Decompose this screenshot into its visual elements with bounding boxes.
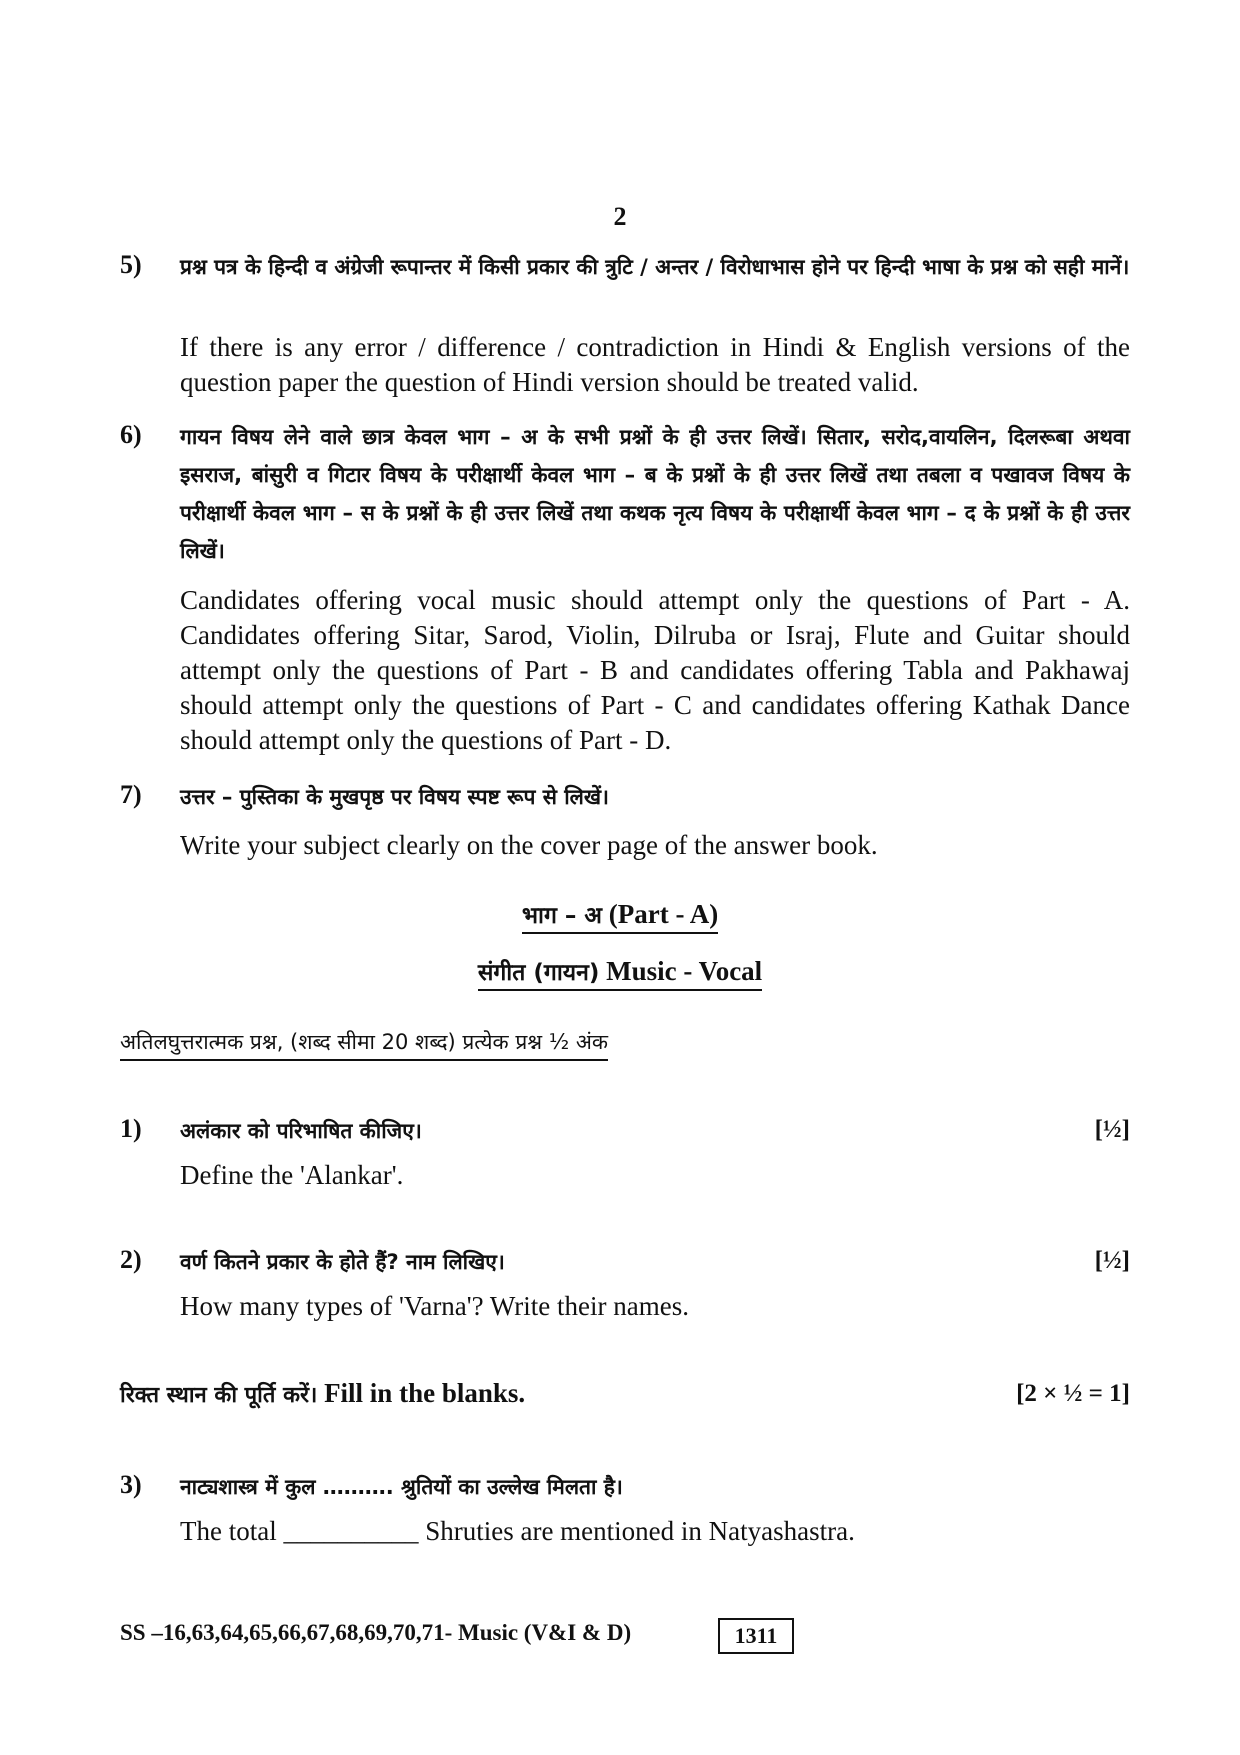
instruction-english: Write your subject clearly on the cover page of the answer book.	[180, 830, 878, 860]
instruction-number: 7)	[120, 780, 142, 809]
question-marks: [½]	[1094, 1247, 1130, 1274]
fill-blanks-hindi: रिक्त स्थान की पूर्ति करें।	[120, 1383, 318, 1408]
part-heading-hindi: भाग – अ	[521, 903, 602, 929]
instruction-english: If there is any error / difference / contradiction in Hindi & English versions of the question paper the question of Hindi version should be treated valid.	[180, 332, 1130, 397]
question-english: The total __________ Shruties are mentioned in Natyashastra.	[180, 1516, 855, 1546]
question-marks: [½]	[1094, 1116, 1130, 1143]
instruction-hindi: उत्तर – पुस्तिका के मुखपृष्ठ पर विषय स्पष्ट रूप से लिखें।	[180, 785, 610, 809]
footer-box-number: 1311	[718, 1618, 794, 1654]
section-note: अतिलघुत्तरात्मक प्रश्न, (शब्द सीमा 20 शब्द) प्रत्येक प्रश्न ½ अंक	[120, 1028, 608, 1061]
instruction-number: 5)	[120, 250, 142, 279]
part-heading-text	[522, 898, 718, 934]
question-english: How many types of 'Varna'? Write their names.	[180, 1291, 689, 1321]
footer-code: SS –16,63,64,65,66,67,68,69,70,71- Music (V&I & D)	[120, 1620, 632, 1645]
instruction-english: Candidates offering vocal music should attempt only the questions of Part - A. Candidates offering Sitar, Sarod, Violin, Dilruba or Israj, Flute and Guitar should attempt only the questions of Part - B and candidates offering Tabla and Pakhawaj should attempt only the questions of Part - C and candidates offering Kathak Dance should attempt only the questions of Part - D.	[180, 585, 1130, 755]
instruction-number: 6)	[120, 420, 142, 449]
instruction-hindi: प्रश्न पत्र के हिन्दी व अंग्रेजी रूपान्तर में किसी प्रकार की त्रुटि / अन्तर / विरोधाभास होने पर हिन्दी भाषा के प्रश्न को सही मानें।	[180, 255, 1130, 279]
question-number: 3)	[120, 1470, 142, 1499]
fill-blanks-english: Fill in the blanks.	[324, 1378, 526, 1408]
question-hindi: नाट्यशास्त्र में कुल ………. श्रुतियों का उल्लेख मिलता है।	[180, 1475, 623, 1499]
question-number: 2)	[120, 1245, 142, 1274]
question-english: Define the 'Alankar'.	[180, 1160, 404, 1190]
fill-blanks-heading	[120, 1378, 1130, 1409]
part-heading	[0, 898, 1240, 934]
subject-heading-hindi: संगीत (गायन)	[477, 960, 600, 986]
page-number: 2	[613, 202, 627, 231]
instruction-hindi: गायन विषय लेने वाले छात्र केवल भाग – अ के सभी प्रश्नों के ही उत्तर लिखें। सितार, सरोद,वायलिन, दिलरूबा अथवा इसराज, बांसुरी व गिटार विषय के परीक्षार्थी केवल भाग – ब के प्रश्नों के ही उत्तर लिखें तथा तबला व पखावज विषय के परीक्षार्थी केवल भाग – स के प्रश्नों के ही उत्तर लिखें तथा कथक नृत्य विषय के परीक्षार्थी केवल भाग – द के प्रश्नों के ही उत्तर लिखें।	[180, 425, 1130, 563]
fill-blanks-marks: [2 × ½ = 1]	[1016, 1380, 1130, 1407]
part-heading-english: (Part - A)	[608, 899, 719, 929]
question-hindi: अलंकार को परिभाषित कीजिए।	[180, 1119, 422, 1143]
subject-heading-text	[478, 955, 762, 991]
subject-heading-english: Music - Vocal	[606, 956, 763, 986]
question-hindi: वर्ण कितने प्रकार के होते हैं? नाम लिखिए।	[180, 1250, 505, 1274]
subject-heading	[0, 955, 1240, 991]
question-number: 1)	[120, 1114, 142, 1143]
